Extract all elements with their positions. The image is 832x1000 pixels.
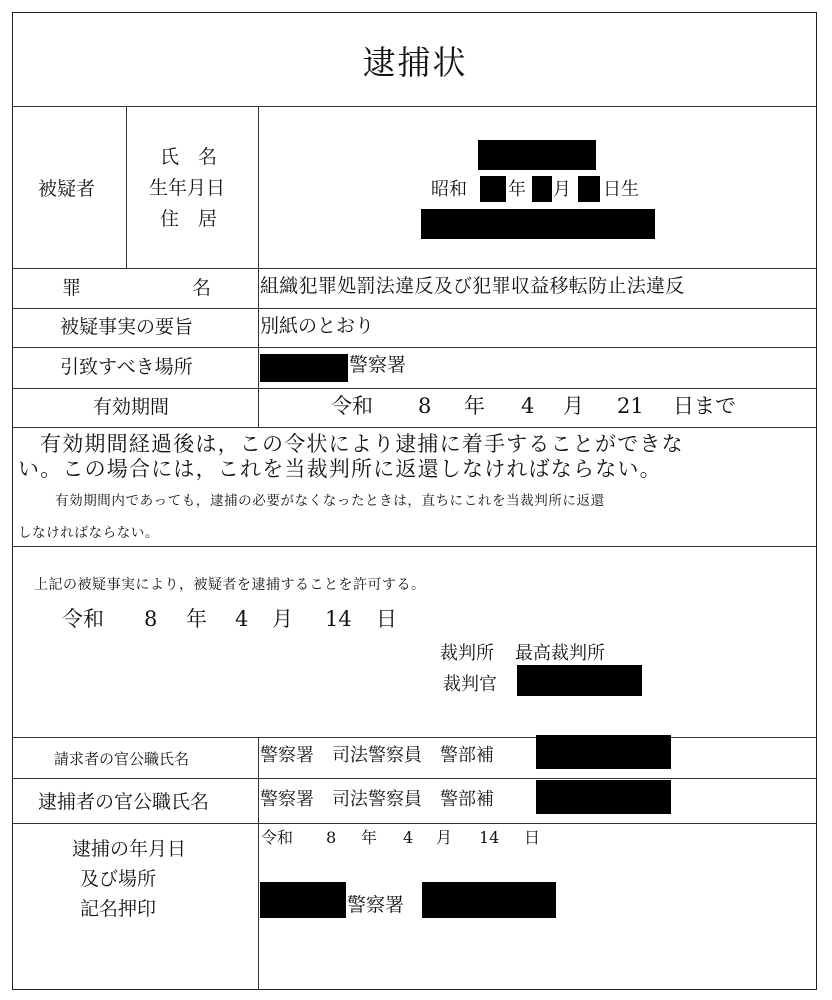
arrest-label-line3: 記名押印 — [80, 898, 157, 920]
column-divider — [126, 107, 127, 268]
name-label: 氏 名 — [160, 146, 218, 168]
divider — [13, 546, 816, 547]
requester-value: 警察署 司法警察員 警部補 — [260, 745, 494, 766]
notice-sub-line1: 有効期間内であっても，逮捕の必要がなくなったときは，直ちにこれを当裁判所に返還 — [55, 493, 605, 509]
validity-month-unit: 月 — [563, 394, 584, 418]
court-label: 裁判所 — [440, 643, 494, 664]
divider — [13, 427, 816, 428]
arrest-month: 4 — [403, 828, 414, 847]
redacted-dob-month — [532, 176, 552, 202]
facts-value: 別紙のとおり — [260, 315, 375, 337]
divider — [13, 388, 816, 389]
validity-month: 4 — [521, 394, 535, 418]
validity-era: 令和 — [331, 394, 373, 418]
authorization-month-unit: 月 — [272, 607, 293, 631]
redacted-dob-year — [480, 176, 506, 202]
divider — [13, 106, 816, 107]
authorization-month: 4 — [235, 607, 249, 631]
redacted-requester-name — [536, 735, 671, 769]
arrest-month-unit: 月 — [436, 828, 453, 847]
escort-suffix: 警察署 — [349, 354, 407, 376]
validity-year: 8 — [418, 394, 432, 418]
suspect-header: 被疑者 — [38, 178, 96, 200]
crime-label-right: 名 — [192, 277, 212, 299]
facts-label: 被疑事実の要旨 — [60, 316, 194, 338]
crime-label-left: 罪 — [62, 277, 82, 299]
authorization-era: 令和 — [62, 607, 104, 631]
divider — [13, 268, 816, 269]
validity-day: 21 — [617, 394, 644, 418]
authorization-day-unit: 日 — [376, 607, 397, 631]
redacted-dob-day — [578, 176, 600, 202]
notice-sub-line2: しなければならない。 — [18, 525, 159, 541]
notice-main-line1: 有効期間経過後は，この令状により逮捕に着手することができな — [40, 432, 684, 456]
validity-label: 有効期間 — [93, 396, 170, 418]
dob-label: 生年月日 — [149, 177, 226, 199]
escort-label: 引致すべき場所 — [60, 356, 193, 378]
redacted-judge-name — [517, 665, 642, 696]
page-title: 逮捕状 — [362, 43, 468, 82]
arrest-label-line1: 逮捕の年月日 — [72, 838, 187, 860]
arrester-value: 警察署 司法警察員 警部補 — [260, 789, 494, 810]
judge-label: 裁判官 — [443, 674, 497, 695]
dob-era: 昭和 — [431, 179, 467, 200]
divider — [13, 778, 816, 779]
validity-year-unit: 年 — [464, 394, 485, 418]
redacted-address — [421, 209, 655, 239]
dob-month-unit: 月 — [553, 179, 571, 200]
column-divider — [258, 107, 259, 427]
address-label: 住 居 — [160, 208, 218, 230]
redacted-arrest-place — [260, 882, 346, 918]
redacted-arrester-seal — [422, 882, 556, 918]
authorization-day: 14 — [325, 607, 352, 631]
redacted-arrester-name — [536, 780, 671, 814]
authorization-year: 8 — [144, 607, 158, 631]
redacted-name — [478, 140, 596, 170]
requester-label: 請求者の官公職氏名 — [54, 750, 190, 768]
column-divider — [258, 738, 259, 989]
arrest-place-suffix: 警察署 — [347, 894, 405, 916]
dob-day-suffix: 日生 — [603, 179, 639, 200]
authorization-year-unit: 年 — [186, 607, 207, 631]
divider — [13, 308, 816, 309]
arrester-label: 逮捕者の官公職氏名 — [38, 791, 210, 813]
redacted-escort-place — [260, 354, 348, 382]
arrest-day-unit: 日 — [524, 828, 541, 847]
arrest-label-line2: 及び場所 — [80, 868, 157, 890]
authorization-text: 上記の被疑事実により，被疑者を逮捕することを許可する。 — [34, 577, 426, 593]
arrest-era: 令和 — [261, 828, 294, 847]
court-name: 最高裁判所 — [515, 643, 605, 664]
arrest-year-unit: 年 — [361, 828, 378, 847]
arrest-day: 14 — [479, 828, 500, 847]
arrest-year: 8 — [326, 828, 337, 847]
divider — [13, 823, 816, 824]
dob-year-unit: 年 — [508, 179, 526, 200]
crime-value: 組織犯罪処罰法違反及び犯罪収益移転防止法違反 — [260, 275, 685, 297]
divider — [13, 347, 816, 348]
notice-main-line2: い。この場合には，これを当裁判所に返還しなければならない。 — [18, 457, 662, 481]
validity-day-suffix: 日まで — [673, 394, 736, 418]
divider — [13, 737, 816, 738]
